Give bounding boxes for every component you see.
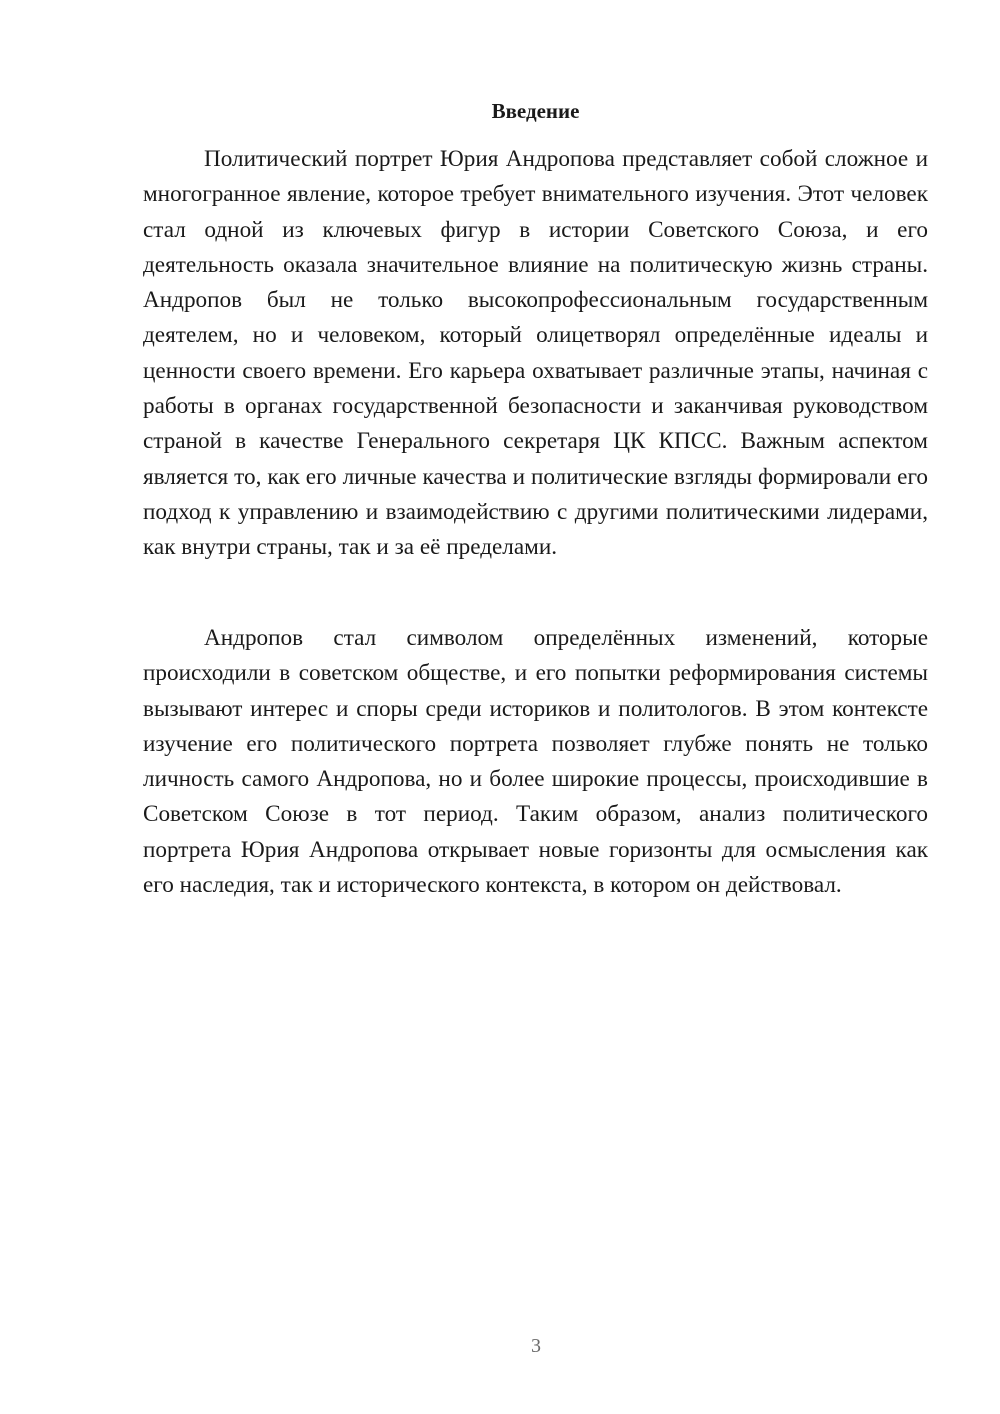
paragraph-second: Андропов стал символом определённых изменений, которые происходили в советском обществе, и его попытки реформирования системы вызывают интерес и споры среди историков и политологов. В этом контексте изучение его политического портрета позволяет глубже понять не только личность самого Андропова, но и более широкие процессы, происходившие в Советском Союзе в тот период. Таким образом, анализ политического портрета Юрия Андропова открывает новые горизонты для осмысления как его наследия, так и исторического контекста, в котором он действовал.	[143, 625, 928, 899]
page-number: 3	[531, 1335, 541, 1357]
paragraph-intro: Политический портрет Юрия Андропова представляет собой сложное и многогранное явление, которое требует внимательного изучения. Этот человек стал одной из ключевых фигур в истории Советского Союза, и его деятельность оказала значительное влияние на политическую жизнь страны. Андропов был не только высокопрофессиональным государственным деятелем, но и человеком, который олицетворял определённые идеалы и ценности своего времени. Его карьера охватывает различные этапы, начиная с работы в органах государственной безопасности и заканчивая руководством страной в качестве Генерального секретаря ЦК КПСС. Важным аспектом является то, как его личные качества и политические взгляды формировали его подход к управлению и взаимодействию с другими политическими лидерами, как внутри страны, так и за её пределами.	[143, 146, 928, 561]
section-heading: Введение	[491, 99, 580, 123]
